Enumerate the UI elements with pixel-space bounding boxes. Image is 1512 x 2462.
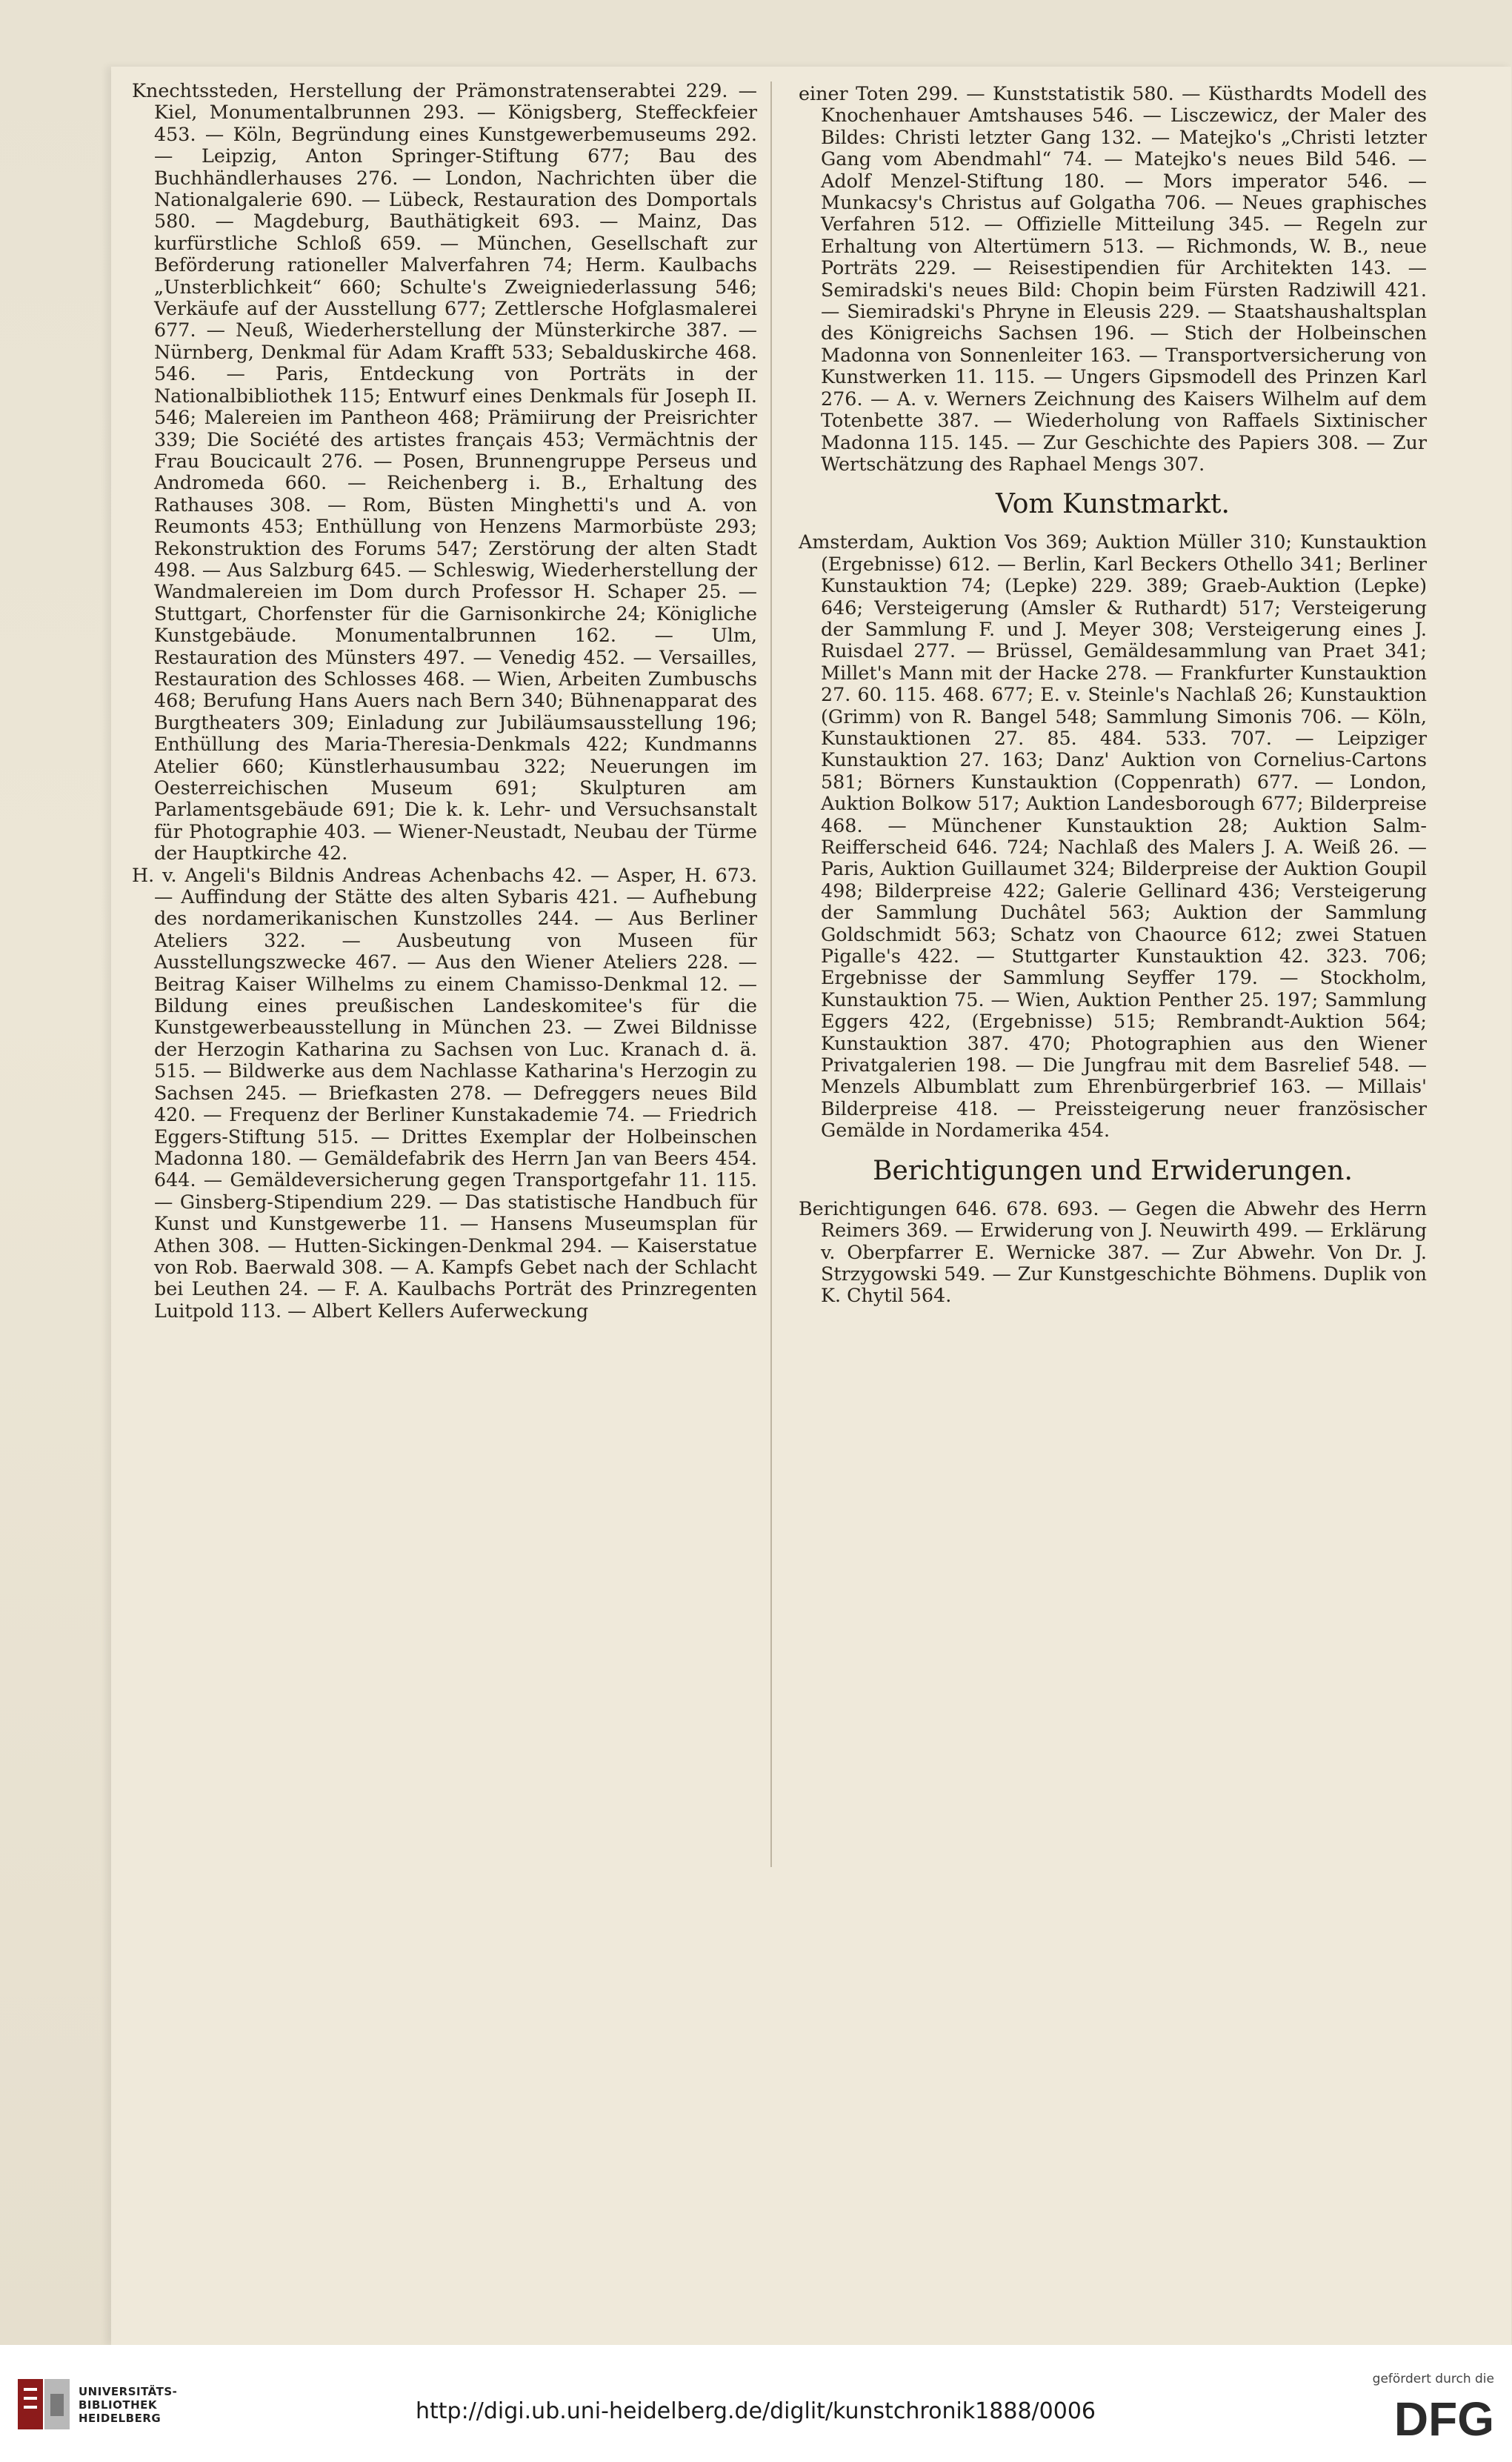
university-library-emblem-icon	[16, 2375, 71, 2434]
index-paragraph-kunstmarkt: Amsterdam, Auktion Vos 369; Auktion Müller 310; Kunstauktion (Ergebnisse) 612. — Berlin, Karl Beckers Othello 341; Berliner Kunstauktion 74; (Lepke) 229. 389; Graeb-Auktion (Lepke) 646; Versteigerung (Amsler & Ruthardt) 517; Versteigerung der Sammlung F. und J. Meyer 308; Versteigerung eines J. Ruisdael 277. — Brüssel, Gemäldesammlung van Praet 341; Millet's Mann mit der Hacke 278. — Frankfurter Kunstauktion 27. 60. 115. 468. 677; E. v. Steinle's Nachlaß 26; Kunstauktion (Grimm) von R. Bangel 548; Sammlung Simonis 706. — Köln, Kunstauktionen 27. 85. 484. 533. 707. — Leipziger Kunstauktion 27. 163; Danz' Auktion von Cornelius-Cartons 581; Börners Kunstauktion (Coppenrath) 677. — London, Auktion Bolkow 517; Auktion Landesborough 677; Bilderpreise 468. — Münchener Kunstauktion 28; Auktion Salm-Reifferscheid 646. 724; Nachlaß des Malers J. A. Weiß 26. — Paris, Auktion Guillaumet 324; Bilderpreise der Auktion Goupil 498; Bilderpreise 422; Galerie Gellinard 436; Versteigerung der Sammlung Duchâtel 563; Auktion der Sammlung Goldschmidt 563; Schatz von Chaource 612; zwei Statuen Pigalle's 422. — Stuttgarter Kunstauktion 42. 323. 706; Ergebnisse der Sammlung Seyffer 179. — Stockholm, Kunstauktion 75. — Wien, Auktion Penther 25. 197; Sammlung Eggers 422, (Ergebnisse) 515; Rembrandt-Auktion 564; Kunstauktion 387. 470; Photographien aus den Wiener Privatgalerien 198. — Die Jungfrau mit dem Basrelief 548. — Menzels Albumblatt zum Ehrenbürgerbrief 163. — Millais' Bilderpreise 418. — Preissteigerung neuer französischer Gemälde in Nordamerika 454.	[799, 530, 1427, 1142]
section-heading-kunstmarkt: Vom Kunstmarkt.	[996, 489, 1230, 520]
left-column	[132, 80, 757, 1322]
digitization-footer	[0, 2345, 1512, 2462]
column-divider	[770, 81, 772, 1867]
library-name-line: UNIVERSITÄTS-	[79, 2385, 178, 2398]
library-logo[interactable]	[16, 2375, 209, 2434]
library-name-line: BIBLIOTHEK	[79, 2398, 157, 2412]
sponsor-block	[1324, 2372, 1494, 2446]
library-name-line: HEIDELBERG	[79, 2412, 161, 2425]
index-paragraph-places: Knechtssteden, Herstellung der Prämonstratenserabtei 229. — Kiel, Monumentalbrunnen 293. — Königsberg, Steffeckfeier 453. — Köln, Begründung eines Kunstgewerbemuseums 292. — Leipzig, Anton Springer-Stiftung 677; Bau des Buchhändlerhauses 276. — London, Nachrichten über die Nationalgalerie 690. — Lübeck, Restauration des Domportals 580. — Magdeburg, Bauthätigkeit 693. — Mainz, Das kurfürstliche Schloß 659. — München, Gesellschaft zur Beförderung rationeller Malverfahren 74; Herm. Kaulbachs „Unsterblichkeit“ 660; Schulte's Zweigniederlassung 546; Verkäufe auf der Ausstellung 677; Zettlersche Hofglasmalerei 677. — Neuß, Wiederherstellung der Münsterkirche 387. — Nürnberg, Denkmal für Adam Krafft 533; Sebalduskirche 468. 546. — Paris, Entdeckung von Porträts in der Nationalbibliothek 115; Entwurf eines Denkmals für Joseph II. 546; Malereien im Pantheon 468; Prämiirung der Preisrichter 339; Die Société des artistes français 453; Vermächtnis der Frau Boucicault 276. — Posen, Brunnengruppe Perseus und Andromeda 660. — Reichenberg i. B., Erhaltung des Rathauses 308. — Rom, Büsten Minghetti's und A. von Reumonts 453; Enthüllung von Henzens Marmorbüste 293; Rekonstruktion des Forums 547; Zerstörung der alten Stadt 498. — Aus Salzburg 645. — Schleswig, Wiederherstellung der Wandmalereien im Dom durch Professor H. Schaper 25. — Stuttgart, Chorfenster für die Garnisonkirche 24; Königliche Kunstgebäude. Monumentalbrunnen 162. — Ulm, Restauration des Münsters 497. — Venedig 452. — Versailles, Restauration des Schlosses 468. — Wien, Arbeiten Zumbuschs 468; Berufung Hans Auers nach Bern 340; Bühnenapparat des Burgtheaters 309; Einladung zur Jubiläumsausstellung 196; Enthüllung des Maria-Theresia-Denkmals 422; Kundmanns Atelier 660; Künstlerhausumbau 322; Neuerungen im Oesterreichischen Museum 691; Skulpturen am Parlamentsgebäude 691; Die k. k. Lehr- und Versuchsanstalt für Photographie 403. — Wiener-Neustadt, Neubau der Türme der Hauptkirche 42.	[132, 79, 757, 865]
dfg-logo-text: DFG	[1393, 2392, 1494, 2444]
sponsor-label: gefördert durch die	[1372, 2372, 1494, 2386]
library-name	[79, 2385, 177, 2425]
section-heading-berichtigungen: Berichtigungen und Erwiderungen.	[873, 1155, 1353, 1186]
right-column	[799, 83, 1427, 1307]
index-paragraph-miscellany: H. v. Angeli's Bildnis Andreas Achenbachs 42. — Asper, H. 673. — Auffindung der Stätte des alten Sybaris 421. — Aufhebung des nordamerikanischen Kunstzolles 244. — Aus Berliner Ateliers 322. — Ausbeutung von Museen für Ausstellungszwecke 467. — Aus den Wiener Ateliers 228. — Beitrag Kaiser Wilhelms zu einem Chamisso-Denkmal 12. — Bildung eines preußischen Landeskomitee's für die Kunstgewerbeausstellung in München 23. — Zwei Bildnisse der Herzogin Katharina zu Sachsen von Luc. Kranach d. ä. 515. — Bildwerke aus dem Nachlasse Katharina's Herzogin zu Sachsen 245. — Briefkasten 278. — Defreggers neues Bild 420. — Frequenz der Berliner Kunstakademie 74. — Friedrich Eggers-Stiftung 515. — Drittes Exemplar der Holbeinschen Madonna 180. — Gemäldefabrik des Herrn Jan van Beers 454. 644. — Gemäldeversicherung gegen Transportgefahr 11. 115. — Ginsberg-Stipendium 229. — Das statistische Handbuch für Kunst und Kunstgewerbe 11. — Hansens Museumsplan für Athen 308. — Hutten-Sickingen-Denkmal 294. — Kaiserstatue von Rob. Baerwald 308. — A. Kampfs Gebet nach der Schlacht bei Leuthen 24. — F. A. Kaulbachs Porträt des Prinzregenten Luitpold 113. — Albert Kellers Auferweckung	[132, 863, 757, 1322]
book-page	[111, 67, 1511, 2345]
dfg-logo-icon[interactable]	[1324, 2392, 1494, 2444]
index-paragraph-continued: einer Toten 299. — Kunststatistik 580. — Küsthardts Modell des Knochenhauer Amtshauses 546. — Lisczewicz, der Maler des Bildes: Christi letzter Gang 132. — Matejko's „Christi letzter Gang vom Abendmahl“ 74. — Matejko's neues Bild 546. — Adolf Menzel-Stiftung 180. — Mors imperator 546. — Munkacsy's Christus auf Golgatha 706. — Neues graphisches Verfahren 512. — Offizielle Mitteilung 345. — Regeln zur Erhaltung von Altertümern 513. — Richmonds, W. B., neue Porträts 229. — Reisestipendien für Architekten 143. — Semiradski's neues Bild: Chopin beim Fürsten Radziwill 421. — Siemiradski's Phryne in Eleusis 229. — Staatshaushaltsplan des Königreichs Sachsen 196. — Stich der Holbeinschen Madonna von Sonnenleiter 163. — Transportversicherung von Kunstwerken 11. 115. — Ungers Gipsmodell des Prinzen Karl 276. — A. v. Werners Zeichnung des Kaisers Wilhelm auf dem Totenbette 387. — Wiederholung von Raffaels Sixtinischer Madonna 115. 145. — Zur Geschichte des Papiers 308. — Zur Wertschätzung des Raphael Mengs 307.	[799, 82, 1427, 475]
permalink-url[interactable]: http://digi.ub.uni-heidelberg.de/diglit/kunstchronik1888/0006	[415, 2398, 1096, 2424]
index-paragraph-berichtigungen: Berichtigungen 646. 678. 693. — Gegen die Abwehr des Herrn Reimers 369. — Erwiderung von J. Neuwirth 499. — Erklärung v. Oberpfarrer E. Wernicke 387. — Zur Abwehr. Von Dr. J. Strzygowski 549. — Zur Kunstgeschichte Böhmens. Duplik von K. Chytil 564.	[799, 1197, 1427, 1307]
